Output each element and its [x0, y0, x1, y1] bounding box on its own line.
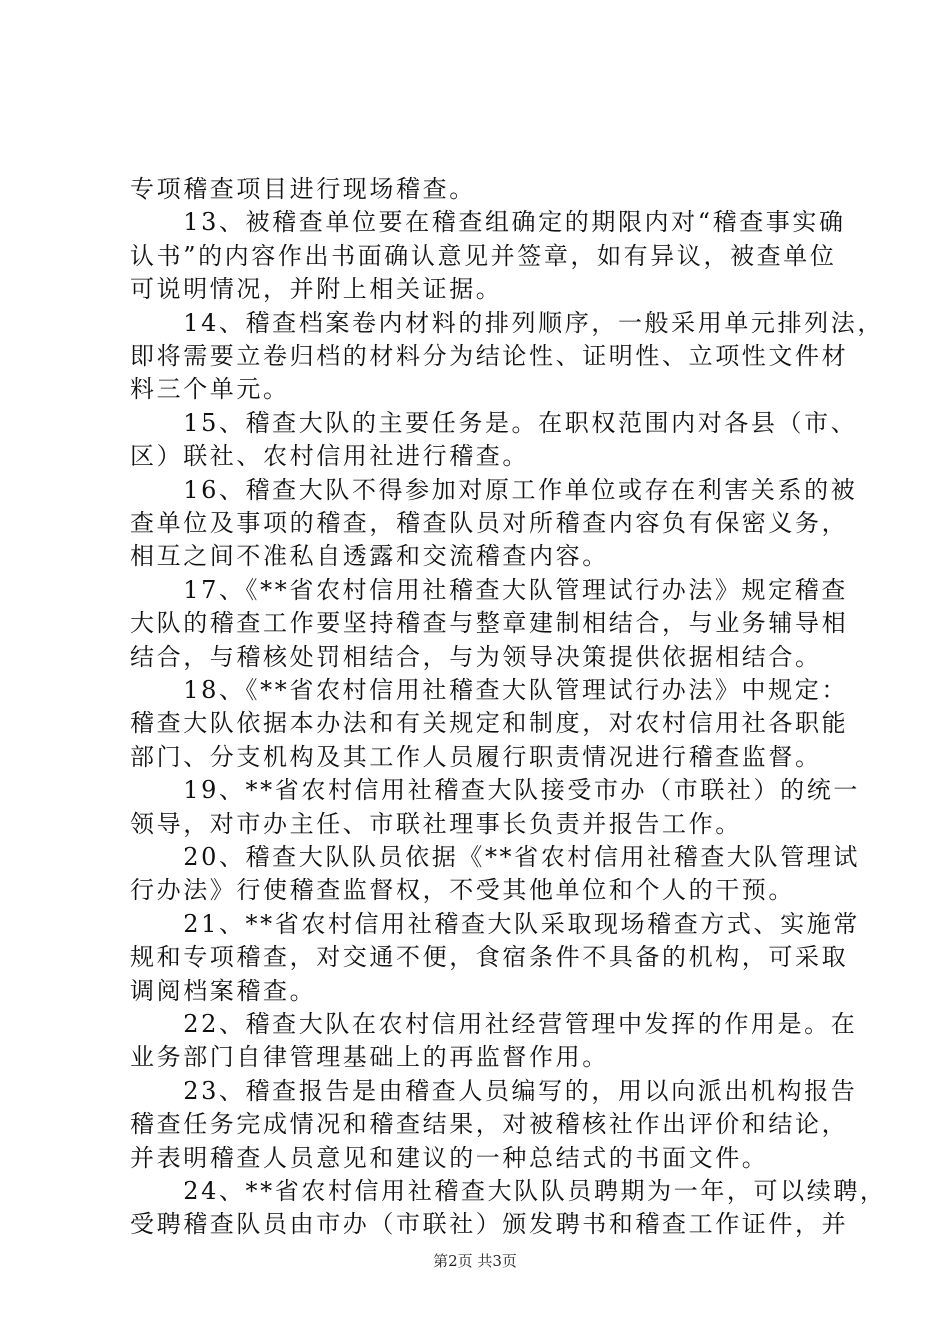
- text-line: 行办法》行使稽查监督权，不受其他单位和个人的干预。: [130, 876, 795, 905]
- text-line: 规和专项稽查，对交通不便，食宿条件不具备的机构，可采取: [130, 943, 849, 972]
- text-line: 稽查大队依据本办法和有关规定和制度，对农村信用社各职能: [130, 709, 849, 738]
- text-line: 料三个单元。: [130, 375, 290, 404]
- text-line: 16、稽查大队不得参加对原工作单位或存在利害关系的被: [130, 475, 858, 504]
- text-line: 18、《**省农村信用社稽查大队管理试行办法》中规定：: [130, 676, 848, 704]
- text-line: 21、**省农村信用社稽查大队采取现场稽查方式、实施常: [130, 909, 860, 938]
- text-line: 22、稽查大队在农村信用社经营管理中发挥的作用是。在: [130, 1010, 858, 1038]
- text-line: 13、被稽查单位要在稽查组确定的期限内对“稽查事实确: [130, 208, 846, 237]
- page-footer: 第2页 共3页: [433, 1252, 517, 1270]
- text-line: 受聘稽查队员由市办（市联社）颁发聘书和稽查工作证件，并: [130, 1210, 849, 1239]
- text-line: 专项稽查项目进行现场稽查。: [130, 175, 476, 203]
- text-line: 稽查任务完成情况和稽查结果，对被稽核社作出评价和结论，: [130, 1110, 849, 1139]
- text-line: 15、稽查大队的主要任务是。在职权范围内对各县（市、: [130, 408, 858, 437]
- text-line: 即将需要立卷归档的材料分为结论性、证明性、立项性文件材: [130, 342, 849, 370]
- text-line: 23、稽查报告是由稽查人员编写的，用以向派出机构报告: [130, 1076, 858, 1105]
- text-line: 查单位及事项的稽查，稽查队员对所稽查内容负有保密义务，: [130, 509, 849, 537]
- text-line: 20、稽查大队队员依据《**省农村信用社稽查大队管理试: [130, 843, 860, 871]
- text-line: 业务部门自律管理基础上的再监督作用。: [130, 1043, 609, 1072]
- text-line: 19、**省农村信用社稽查大队接受市办（市联社）的统一: [130, 776, 860, 805]
- text-line: 认书”的内容作出书面确认意见并签章，如有异议，被查单位: [130, 241, 837, 270]
- text-line: 并表明稽查人员意见和建议的一种总结式的书面文件。: [130, 1143, 769, 1172]
- text-line: 调阅档案稽查。: [130, 976, 317, 1005]
- text-line: 大队的稽查工作要坚持稽查与整章建制相结合，与业务辅导相: [130, 609, 849, 638]
- text-line: 部门、分支机构及其工作人员履行职责情况进行稽查监督。: [130, 742, 822, 771]
- text-line: 领导，对市办主任、市联社理事长负责并报告工作。: [130, 809, 742, 838]
- text-line: 24、**省农村信用社稽查大队队员聘期为一年，可以续聘，: [130, 1177, 887, 1205]
- text-line: 区）联社、农村信用社进行稽查。: [130, 442, 529, 471]
- text-line: 相互之间不准私自透露和交流稽查内容。: [130, 542, 609, 571]
- text-line: 结合，与稽核处罚相结合，与为领导决策提供依据相结合。: [130, 642, 822, 671]
- text-line: 14、稽查档案卷内材料的排列顺序，一般采用单元排列法，: [130, 308, 884, 337]
- text-line: 可说明情况，并附上相关证据。: [130, 275, 503, 304]
- text-line: 17、《**省农村信用社稽查大队管理试行办法》规定稽查: [130, 575, 848, 604]
